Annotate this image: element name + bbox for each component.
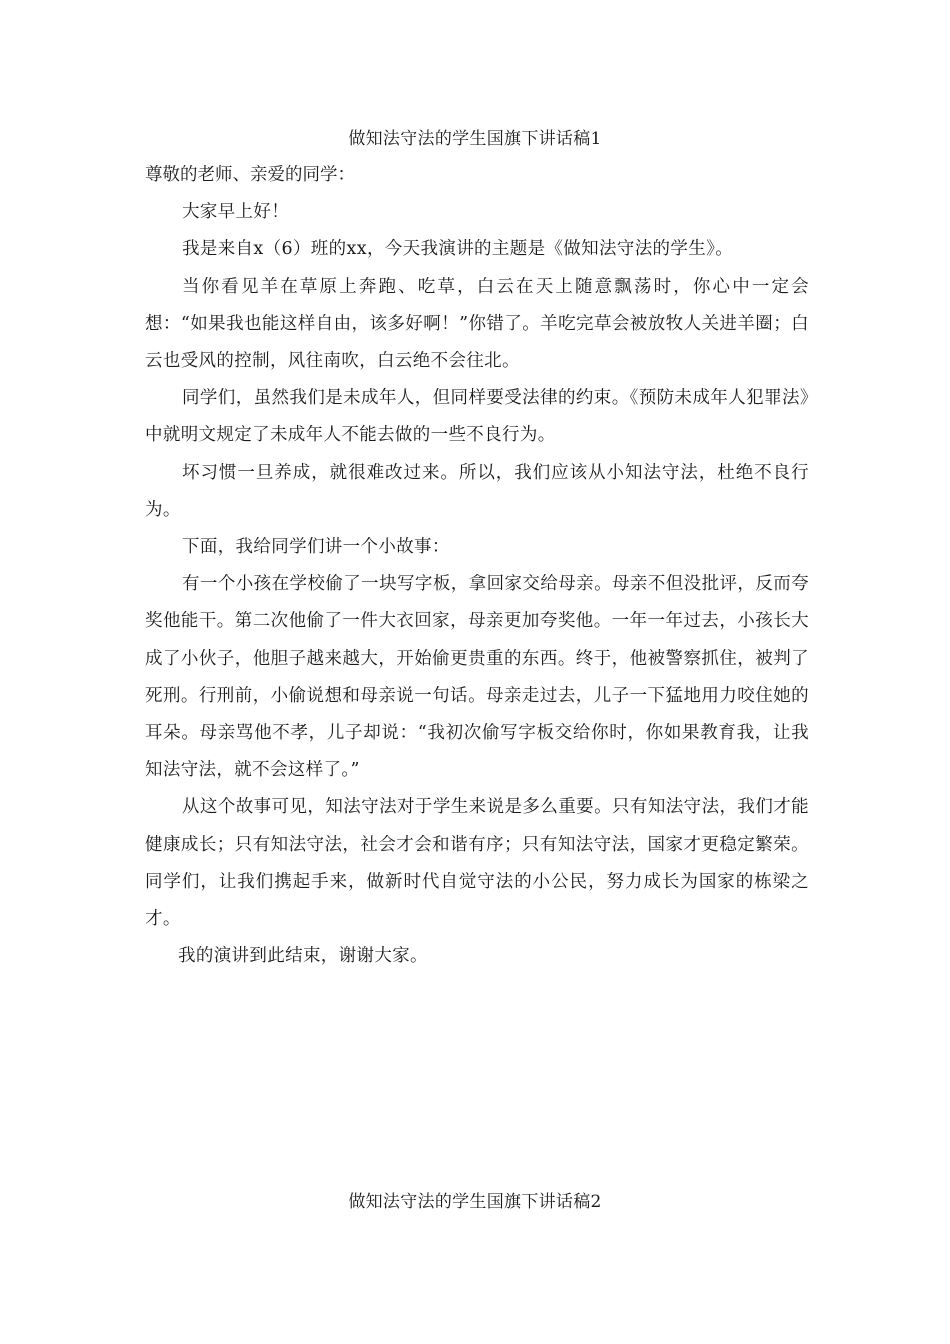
speech-title-2: 做知法守法的学生国旗下讲话稿2 [348, 1192, 602, 1212]
closing-line: 我的演讲到此结束，谢谢大家。 [178, 946, 428, 967]
paragraph-sheep-clouds: 当你看见羊在草原上奔跑、吃草，白云在天上随意飘荡时，你心中一定会想：“如果我也能这样自由，该多好啊！”你错了。羊吃完草会被放牧人关进羊圈；白云也受风的控制，风往南吹，白云绝不会往北。 [145, 276, 809, 372]
paragraph-greeting: 大家早上好！ [182, 202, 290, 223]
paragraph-conclusion: 从这个故事可见，知法守法对于学生来说是多么重要。只有知法守法，我们才能健康成长；只有知法守法，社会才会和谐有序；只有知法守法，国家才更稳定繁荣。同学们，让我们携起手来，做新时代自觉守法的小公民，努力成长为国家的栋梁之才。 [145, 797, 809, 930]
speech-title-1: 做知法守法的学生国旗下讲话稿1 [348, 129, 602, 149]
paragraph-law-constraint: 同学们，虽然我们是未成年人，但同样要受法律的约束。《预防未成年人犯罪法》中就明文规定了未成年人不能去做的一些不良行为。 [145, 388, 809, 446]
paragraph-story-intro: 下面，我给同学们讲一个小故事： [182, 537, 450, 558]
speech-body [145, 157, 809, 975]
paragraph-bad-habits: 坏习惯一旦养成，就很难改过来。所以，我们应该从小知法守法，杜绝不良行为。 [145, 462, 809, 520]
salutation: 尊敬的老师、亲爱的同学： [145, 165, 355, 185]
paragraph-story: 有一个小孩在学校偷了一块写字板，拿回家交给母亲。母亲不但没批评，反而夸奖他能干。第二次他偷了一件大衣回家，母亲更加夸奖他。一年一年过去，小孩长大成了小伙子，他胆子越来越大，开始偷更贵重的东西。终于，他被警察抓住，被判了死刑。行刑前，小偷说想和母亲说一句话。母亲走过去，儿子一下猛地用力咬住她的耳朵。母亲骂他不孝，儿子却说：“我初次偷写字板交给你时，你如果教育我，让我知法守法，就不会这样了。” [145, 574, 809, 781]
paragraph-introduction: 我是来自x（6）班的xx，今天我演讲的主题是《做知法守法的学生》。 [182, 239, 734, 260]
